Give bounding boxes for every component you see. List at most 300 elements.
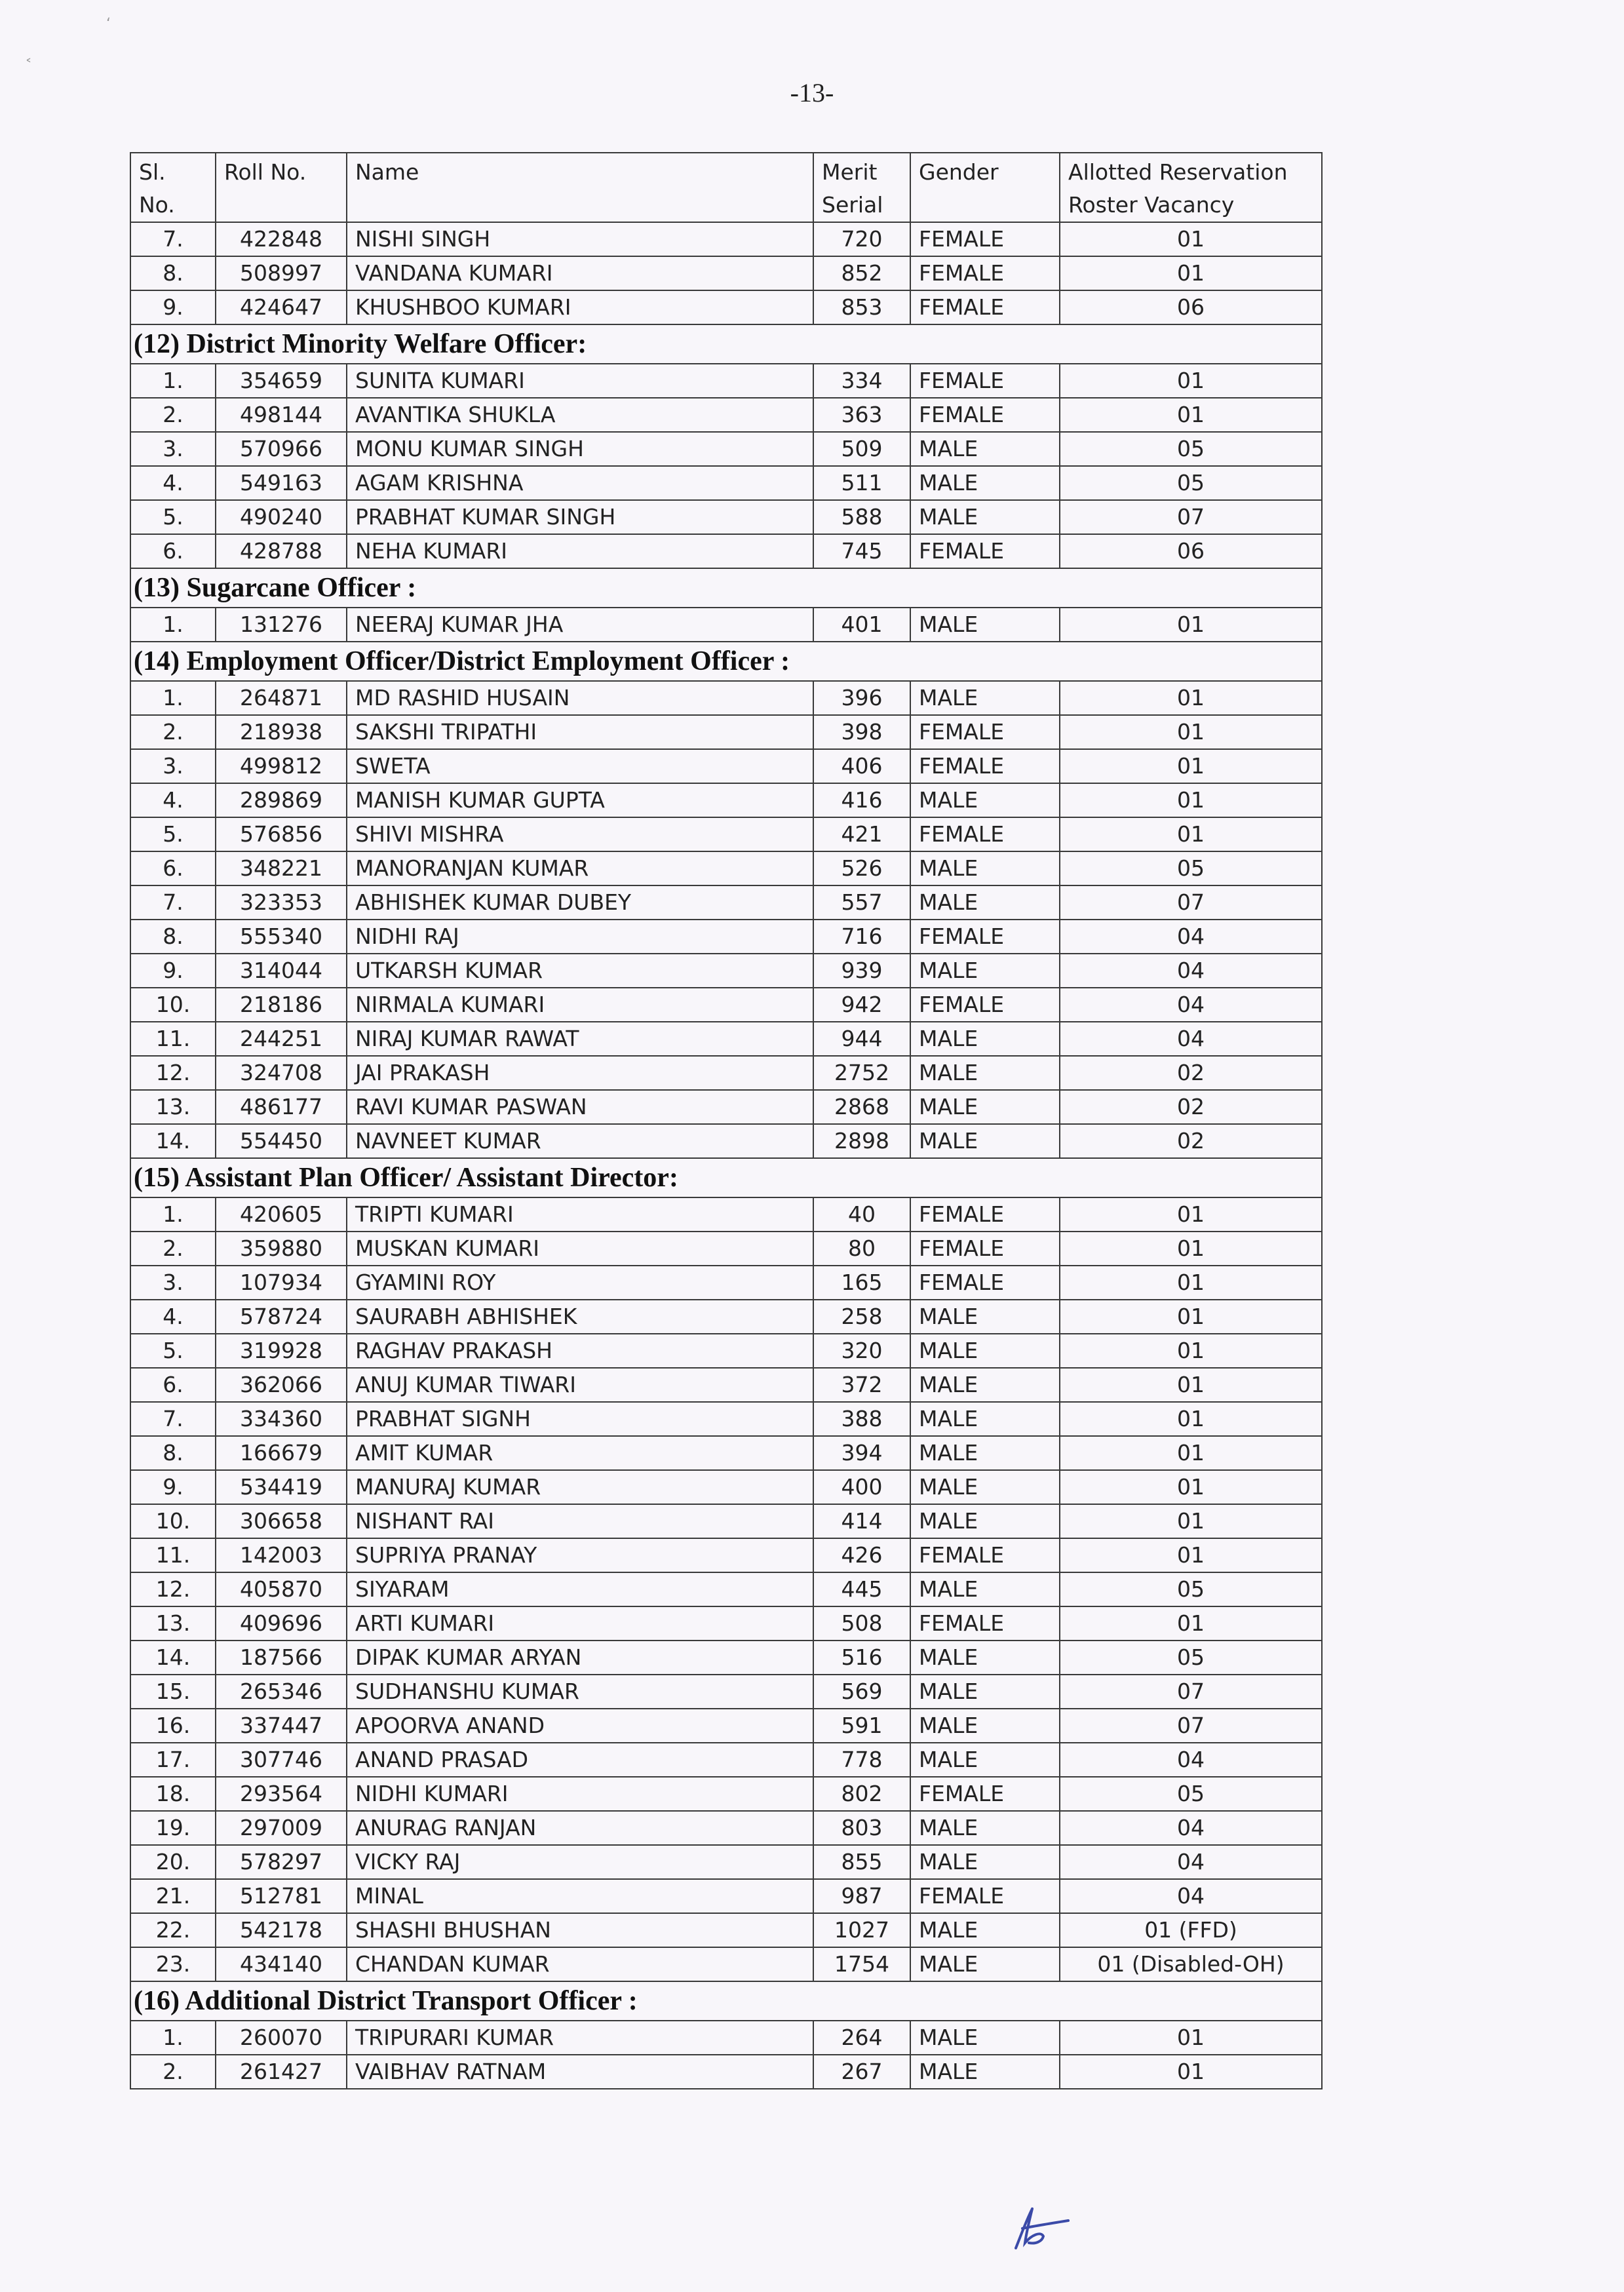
cell-roll-no: 218938 <box>216 715 347 749</box>
cell-roll-no: 576856 <box>216 817 347 851</box>
cell-sl-no: 14. <box>130 1641 216 1675</box>
cell-allotted-vacancy: 01 <box>1060 783 1322 817</box>
cell-name: NIDHI KUMARI <box>347 1777 813 1811</box>
cell-merit-serial: 421 <box>813 817 910 851</box>
section-title: (14) Employment Officer/District Employment Officer : <box>130 642 1322 681</box>
cell-merit-serial: 557 <box>813 885 910 920</box>
table-row <box>130 1709 1322 1743</box>
cell-allotted-vacancy: 02 <box>1060 1056 1322 1090</box>
header-allotted-vacancy: Allotted Reservation Roster Vacancy <box>1060 153 1322 222</box>
cell-sl-no: 2. <box>130 1232 216 1266</box>
cell-allotted-vacancy: 07 <box>1060 500 1322 534</box>
section-title: (13) Sugarcane Officer : <box>130 568 1322 608</box>
cell-merit-serial: 388 <box>813 1402 910 1436</box>
cell-allotted-vacancy: 01 <box>1060 364 1322 398</box>
cell-sl-no: 1. <box>130 364 216 398</box>
cell-roll-no: 578724 <box>216 1300 347 1334</box>
header-sl-no: Sl. No. <box>130 153 216 222</box>
cell-roll-no: 324708 <box>216 1056 347 1090</box>
cell-name: TRIPURARI KUMAR <box>347 2021 813 2055</box>
cell-roll-no: 131276 <box>216 608 347 642</box>
cell-merit-serial: 588 <box>813 500 910 534</box>
cell-allotted-vacancy: 01 (FFD) <box>1060 1913 1322 1947</box>
cell-merit-serial: 508 <box>813 1606 910 1641</box>
table-row <box>130 1266 1322 1300</box>
table-row <box>130 1436 1322 1470</box>
cell-name: SUNITA KUMARI <box>347 364 813 398</box>
cell-allotted-vacancy: 05 <box>1060 1777 1322 1811</box>
cell-name: PRABHAT KUMAR SINGH <box>347 500 813 534</box>
cell-allotted-vacancy: 04 <box>1060 954 1322 988</box>
table-row <box>130 1913 1322 1947</box>
cell-gender: MALE <box>910 1402 1060 1436</box>
cell-gender: MALE <box>910 1845 1060 1879</box>
cell-merit-serial: 526 <box>813 851 910 885</box>
cell-roll-no: 244251 <box>216 1022 347 1056</box>
cell-sl-no: 7. <box>130 222 216 256</box>
cell-gender: MALE <box>910 2055 1060 2089</box>
cell-gender: FEMALE <box>910 1197 1060 1232</box>
cell-roll-no: 420605 <box>216 1197 347 1232</box>
cell-merit-serial: 778 <box>813 1743 910 1777</box>
cell-gender: FEMALE <box>910 290 1060 324</box>
table-row <box>130 466 1322 500</box>
cell-name: SHIVI MISHRA <box>347 817 813 851</box>
cell-sl-no: 4. <box>130 783 216 817</box>
cell-sl-no: 7. <box>130 885 216 920</box>
cell-allotted-vacancy: 01 <box>1060 1504 1322 1538</box>
cell-sl-no: 8. <box>130 920 216 954</box>
cell-name: AGAM KRISHNA <box>347 466 813 500</box>
cell-gender: MALE <box>910 954 1060 988</box>
cell-sl-no: 10. <box>130 988 216 1022</box>
table-row <box>130 749 1322 783</box>
cell-name: MD RASHID HUSAIN <box>347 681 813 715</box>
cell-allotted-vacancy: 05 <box>1060 1572 1322 1606</box>
cell-name: ARTI KUMARI <box>347 1606 813 1641</box>
cell-sl-no: 15. <box>130 1675 216 1709</box>
cell-gender: FEMALE <box>910 256 1060 290</box>
cell-sl-no: 20. <box>130 1845 216 1879</box>
table-row <box>130 1743 1322 1777</box>
cell-roll-no: 307746 <box>216 1743 347 1777</box>
cell-name: PRABHAT SIGNH <box>347 1402 813 1436</box>
cell-sl-no: 14. <box>130 1124 216 1158</box>
cell-gender: MALE <box>910 2021 1060 2055</box>
cell-name: NIRMALA KUMARI <box>347 988 813 1022</box>
cell-name: SUPRIYA PRANAY <box>347 1538 813 1572</box>
cell-merit-serial: 400 <box>813 1470 910 1504</box>
cell-merit-serial: 320 <box>813 1334 910 1368</box>
cell-name: RAVI KUMAR PASWAN <box>347 1090 813 1124</box>
cell-roll-no: 428788 <box>216 534 347 568</box>
cell-sl-no: 9. <box>130 1470 216 1504</box>
cell-merit-serial: 165 <box>813 1266 910 1300</box>
table-row <box>130 1777 1322 1811</box>
table-row <box>130 920 1322 954</box>
cell-name: VANDANA KUMARI <box>347 256 813 290</box>
cell-sl-no: 12. <box>130 1056 216 1090</box>
section-heading-row <box>130 1981 1322 2021</box>
cell-merit-serial: 401 <box>813 608 910 642</box>
cell-gender: MALE <box>910 1334 1060 1368</box>
cell-name: GYAMINI ROY <box>347 1266 813 1300</box>
cell-roll-no: 264871 <box>216 681 347 715</box>
cell-allotted-vacancy: 04 <box>1060 1022 1322 1056</box>
cell-merit-serial: 372 <box>813 1368 910 1402</box>
header-merit-serial: Merit Serial <box>813 153 910 222</box>
cell-gender: MALE <box>910 1300 1060 1334</box>
cell-roll-no: 218186 <box>216 988 347 1022</box>
cell-name: TRIPTI KUMARI <box>347 1197 813 1232</box>
table-row <box>130 1504 1322 1538</box>
cell-sl-no: 6. <box>130 534 216 568</box>
cell-merit-serial: 1027 <box>813 1913 910 1947</box>
cell-merit-serial: 716 <box>813 920 910 954</box>
cell-roll-no: 354659 <box>216 364 347 398</box>
cell-sl-no: 1. <box>130 1197 216 1232</box>
cell-gender: MALE <box>910 1368 1060 1402</box>
cell-merit-serial: 853 <box>813 290 910 324</box>
cell-name: MUSKAN KUMARI <box>347 1232 813 1266</box>
cell-allotted-vacancy: 01 <box>1060 1300 1322 1334</box>
table-row <box>130 988 1322 1022</box>
table-row <box>130 1232 1322 1266</box>
cell-merit-serial: 267 <box>813 2055 910 2089</box>
cell-merit-serial: 1754 <box>813 1947 910 1981</box>
cell-name: NEERAJ KUMAR JHA <box>347 608 813 642</box>
cell-merit-serial: 2752 <box>813 1056 910 1090</box>
cell-name: NEHA KUMARI <box>347 534 813 568</box>
cell-gender: MALE <box>910 500 1060 534</box>
table-row <box>130 1845 1322 1879</box>
cell-sl-no: 3. <box>130 432 216 466</box>
cell-name: NIDHI RAJ <box>347 920 813 954</box>
cell-merit-serial: 855 <box>813 1845 910 1879</box>
cell-merit-serial: 745 <box>813 534 910 568</box>
cell-roll-no: 306658 <box>216 1504 347 1538</box>
table-row <box>130 1124 1322 1158</box>
cell-gender: MALE <box>910 1947 1060 1981</box>
cell-allotted-vacancy: 01 (Disabled-OH) <box>1060 1947 1322 1981</box>
cell-sl-no: 8. <box>130 256 216 290</box>
table-row <box>130 1879 1322 1913</box>
cell-gender: FEMALE <box>910 988 1060 1022</box>
cell-allotted-vacancy: 06 <box>1060 534 1322 568</box>
cell-name: VICKY RAJ <box>347 1845 813 1879</box>
table-row <box>130 715 1322 749</box>
page-number: -13- <box>790 78 834 107</box>
cell-roll-no: 265346 <box>216 1675 347 1709</box>
cell-sl-no: 9. <box>130 290 216 324</box>
table-body <box>130 222 1322 2089</box>
cell-gender: FEMALE <box>910 364 1060 398</box>
cell-name: SAURABH ABHISHEK <box>347 1300 813 1334</box>
cell-sl-no: 13. <box>130 1090 216 1124</box>
cell-gender: FEMALE <box>910 1777 1060 1811</box>
table-row <box>130 2021 1322 2055</box>
table-row <box>130 1538 1322 1572</box>
cell-gender: MALE <box>910 1641 1060 1675</box>
cell-allotted-vacancy: 05 <box>1060 466 1322 500</box>
cell-roll-no: 434140 <box>216 1947 347 1981</box>
table-row <box>130 681 1322 715</box>
cell-name: SAKSHI TRIPATHI <box>347 715 813 749</box>
cell-allotted-vacancy: 01 <box>1060 1368 1322 1402</box>
cell-merit-serial: 396 <box>813 681 910 715</box>
section-title: (12) District Minority Welfare Officer: <box>130 324 1322 364</box>
cell-gender: MALE <box>910 1504 1060 1538</box>
cell-name: JAI PRAKASH <box>347 1056 813 1090</box>
table-row <box>130 1056 1322 1090</box>
cell-sl-no: 9. <box>130 954 216 988</box>
cell-roll-no: 424647 <box>216 290 347 324</box>
cell-roll-no: 499812 <box>216 749 347 783</box>
cell-allotted-vacancy: 01 <box>1060 2055 1322 2089</box>
cell-name: MANURAJ KUMAR <box>347 1470 813 1504</box>
cell-roll-no: 578297 <box>216 1845 347 1879</box>
cell-merit-serial: 394 <box>813 1436 910 1470</box>
table-row <box>130 783 1322 817</box>
cell-roll-no: 260070 <box>216 2021 347 2055</box>
table-row <box>130 2055 1322 2089</box>
table-row <box>130 1197 1322 1232</box>
cell-allotted-vacancy: 01 <box>1060 1197 1322 1232</box>
table-row <box>130 1368 1322 1402</box>
table-row <box>130 1606 1322 1641</box>
cell-sl-no: 18. <box>130 1777 216 1811</box>
cell-name: NIRAJ KUMAR RAWAT <box>347 1022 813 1056</box>
cell-name: ANUJ KUMAR TIWARI <box>347 1368 813 1402</box>
cell-allotted-vacancy: 06 <box>1060 290 1322 324</box>
cell-roll-no: 187566 <box>216 1641 347 1675</box>
section-heading-row <box>130 1158 1322 1197</box>
cell-sl-no: 2. <box>130 398 216 432</box>
cell-roll-no: 422848 <box>216 222 347 256</box>
cell-gender: MALE <box>910 1675 1060 1709</box>
cell-roll-no: 348221 <box>216 851 347 885</box>
table-row <box>130 256 1322 290</box>
cell-allotted-vacancy: 01 <box>1060 222 1322 256</box>
cell-name: ANURAG RANJAN <box>347 1811 813 1845</box>
cell-name: VAIBHAV RATNAM <box>347 2055 813 2089</box>
cell-roll-no: 323353 <box>216 885 347 920</box>
cell-allotted-vacancy: 04 <box>1060 920 1322 954</box>
cell-allotted-vacancy: 02 <box>1060 1124 1322 1158</box>
table-row <box>130 1334 1322 1368</box>
table-row <box>130 1675 1322 1709</box>
cell-allotted-vacancy: 07 <box>1060 1709 1322 1743</box>
table-row <box>130 817 1322 851</box>
cell-allotted-vacancy: 01 <box>1060 256 1322 290</box>
cell-allotted-vacancy: 04 <box>1060 988 1322 1022</box>
cell-sl-no: 2. <box>130 2055 216 2089</box>
cell-merit-serial: 720 <box>813 222 910 256</box>
cell-gender: FEMALE <box>910 1879 1060 1913</box>
cell-sl-no: 21. <box>130 1879 216 1913</box>
cell-roll-no: 555340 <box>216 920 347 954</box>
cell-sl-no: 13. <box>130 1606 216 1641</box>
cell-roll-no: 107934 <box>216 1266 347 1300</box>
scan-artifact-mark: ˂ <box>25 58 32 74</box>
cell-name: MONU KUMAR SINGH <box>347 432 813 466</box>
scan-artifact-mark: ʻ <box>106 16 111 32</box>
table-row <box>130 534 1322 568</box>
cell-gender: FEMALE <box>910 1606 1060 1641</box>
cell-gender: MALE <box>910 1124 1060 1158</box>
cell-sl-no: 1. <box>130 2021 216 2055</box>
header-gender: Gender <box>910 153 1060 222</box>
cell-sl-no: 19. <box>130 1811 216 1845</box>
cell-roll-no: 542178 <box>216 1913 347 1947</box>
cell-name: SWETA <box>347 749 813 783</box>
cell-allotted-vacancy: 04 <box>1060 1879 1322 1913</box>
cell-sl-no: 23. <box>130 1947 216 1981</box>
cell-gender: FEMALE <box>910 1266 1060 1300</box>
table-row <box>130 1811 1322 1845</box>
cell-name: SHASHI BHUSHAN <box>347 1913 813 1947</box>
cell-allotted-vacancy: 01 <box>1060 1334 1322 1368</box>
cell-gender: MALE <box>910 1743 1060 1777</box>
section-title: (16) Additional District Transport Officer : <box>130 1981 1322 2021</box>
section-heading-row <box>130 568 1322 608</box>
header-name: Name <box>347 153 813 222</box>
cell-gender: MALE <box>910 1090 1060 1124</box>
table-row <box>130 432 1322 466</box>
cell-gender: MALE <box>910 851 1060 885</box>
cell-allotted-vacancy: 01 <box>1060 1232 1322 1266</box>
table-header-row <box>130 153 1322 222</box>
section-heading-row <box>130 642 1322 681</box>
cell-merit-serial: 363 <box>813 398 910 432</box>
cell-allotted-vacancy: 05 <box>1060 432 1322 466</box>
cell-allotted-vacancy: 05 <box>1060 1641 1322 1675</box>
handwritten-signature <box>1003 2202 1075 2255</box>
cell-allotted-vacancy: 01 <box>1060 1606 1322 1641</box>
cell-roll-no: 486177 <box>216 1090 347 1124</box>
cell-name: NISHANT RAI <box>347 1504 813 1538</box>
cell-merit-serial: 406 <box>813 749 910 783</box>
cell-merit-serial: 516 <box>813 1641 910 1675</box>
cell-name: AVANTIKA SHUKLA <box>347 398 813 432</box>
cell-merit-serial: 942 <box>813 988 910 1022</box>
cell-roll-no: 409696 <box>216 1606 347 1641</box>
cell-allotted-vacancy: 01 <box>1060 398 1322 432</box>
cell-merit-serial: 398 <box>813 715 910 749</box>
cell-gender: MALE <box>910 608 1060 642</box>
cell-merit-serial: 416 <box>813 783 910 817</box>
cell-gender: FEMALE <box>910 398 1060 432</box>
cell-merit-serial: 944 <box>813 1022 910 1056</box>
cell-allotted-vacancy: 01 <box>1060 681 1322 715</box>
cell-name: AMIT KUMAR <box>347 1436 813 1470</box>
cell-merit-serial: 852 <box>813 256 910 290</box>
cell-roll-no: 490240 <box>216 500 347 534</box>
cell-gender: FEMALE <box>910 1538 1060 1572</box>
section-title: (15) Assistant Plan Officer/ Assistant Director: <box>130 1158 1322 1197</box>
merit-list-table <box>130 152 1323 2089</box>
cell-roll-no: 570966 <box>216 432 347 466</box>
cell-roll-no: 166679 <box>216 1436 347 1470</box>
cell-allotted-vacancy: 01 <box>1060 1538 1322 1572</box>
table-row <box>130 1022 1322 1056</box>
cell-name: UTKARSH KUMAR <box>347 954 813 988</box>
cell-gender: MALE <box>910 1572 1060 1606</box>
cell-gender: MALE <box>910 1913 1060 1947</box>
cell-merit-serial: 803 <box>813 1811 910 1845</box>
table-row <box>130 1470 1322 1504</box>
cell-sl-no: 5. <box>130 1334 216 1368</box>
cell-sl-no: 4. <box>130 1300 216 1334</box>
cell-merit-serial: 414 <box>813 1504 910 1538</box>
cell-sl-no: 1. <box>130 608 216 642</box>
cell-roll-no: 362066 <box>216 1368 347 1402</box>
cell-gender: MALE <box>910 432 1060 466</box>
cell-allotted-vacancy: 07 <box>1060 885 1322 920</box>
table-row <box>130 954 1322 988</box>
cell-sl-no: 7. <box>130 1402 216 1436</box>
cell-name: ABHISHEK KUMAR DUBEY <box>347 885 813 920</box>
cell-gender: MALE <box>910 1056 1060 1090</box>
cell-sl-no: 4. <box>130 466 216 500</box>
table-row <box>130 290 1322 324</box>
cell-sl-no: 11. <box>130 1022 216 1056</box>
cell-sl-no: 17. <box>130 1743 216 1777</box>
cell-sl-no: 8. <box>130 1436 216 1470</box>
cell-merit-serial: 334 <box>813 364 910 398</box>
cell-roll-no: 534419 <box>216 1470 347 1504</box>
header-roll-no: Roll No. <box>216 153 347 222</box>
cell-name: MINAL <box>347 1879 813 1913</box>
cell-roll-no: 337447 <box>216 1709 347 1743</box>
table-row <box>130 1947 1322 1981</box>
table-row <box>130 851 1322 885</box>
cell-merit-serial: 939 <box>813 954 910 988</box>
cell-merit-serial: 802 <box>813 1777 910 1811</box>
cell-sl-no: 5. <box>130 817 216 851</box>
cell-gender: FEMALE <box>910 1232 1060 1266</box>
cell-roll-no: 142003 <box>216 1538 347 1572</box>
cell-name: RAGHAV PRAKASH <box>347 1334 813 1368</box>
cell-roll-no: 512781 <box>216 1879 347 1913</box>
cell-allotted-vacancy: 01 <box>1060 608 1322 642</box>
cell-sl-no: 6. <box>130 851 216 885</box>
cell-name: KHUSHBOO KUMARI <box>347 290 813 324</box>
cell-merit-serial: 2898 <box>813 1124 910 1158</box>
cell-name: DIPAK KUMAR ARYAN <box>347 1641 813 1675</box>
table-row <box>130 1300 1322 1334</box>
cell-gender: FEMALE <box>910 817 1060 851</box>
cell-roll-no: 293564 <box>216 1777 347 1811</box>
cell-sl-no: 3. <box>130 1266 216 1300</box>
cell-allotted-vacancy: 04 <box>1060 1811 1322 1845</box>
table-row <box>130 1572 1322 1606</box>
cell-gender: FEMALE <box>910 715 1060 749</box>
table-row <box>130 398 1322 432</box>
cell-sl-no: 2. <box>130 715 216 749</box>
cell-gender: MALE <box>910 1022 1060 1056</box>
cell-allotted-vacancy: 01 <box>1060 817 1322 851</box>
cell-merit-serial: 264 <box>813 2021 910 2055</box>
cell-allotted-vacancy: 01 <box>1060 1266 1322 1300</box>
cell-merit-serial: 80 <box>813 1232 910 1266</box>
cell-merit-serial: 258 <box>813 1300 910 1334</box>
cell-roll-no: 405870 <box>216 1572 347 1606</box>
cell-sl-no: 10. <box>130 1504 216 1538</box>
cell-sl-no: 11. <box>130 1538 216 1572</box>
cell-sl-no: 22. <box>130 1913 216 1947</box>
cell-allotted-vacancy: 01 <box>1060 749 1322 783</box>
